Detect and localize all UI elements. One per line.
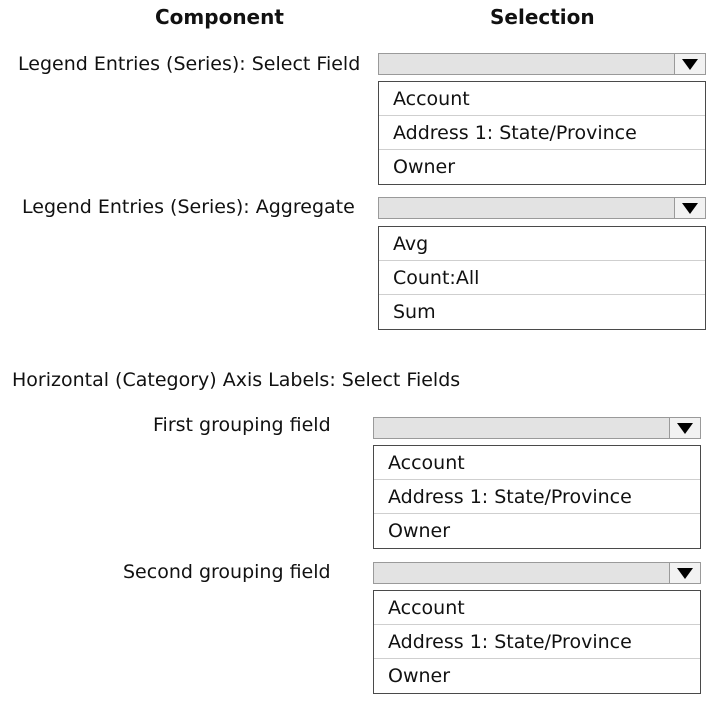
option-account[interactable]: Account <box>379 82 705 116</box>
option-address-state[interactable]: Address 1: State/Province <box>374 480 700 514</box>
second-grouping-field-dropdown[interactable] <box>373 562 701 584</box>
triangle-down-icon[interactable] <box>674 54 705 74</box>
legend-select-field-options <box>378 81 706 185</box>
option-account[interactable]: Account <box>374 446 700 480</box>
horizontal-axis-section-label: Horizontal (Category) Axis Labels: Select Fields <box>12 369 461 391</box>
option-address-state[interactable]: Address 1: State/Province <box>374 625 700 659</box>
legend-select-field-dropdown[interactable] <box>378 53 706 75</box>
option-owner[interactable]: Owner <box>393 156 456 178</box>
selection-header: Selection <box>490 5 595 29</box>
first-grouping-field-options <box>373 445 701 549</box>
triangle-down-icon[interactable] <box>669 418 700 438</box>
option-address-state[interactable]: Address 1: State/Province <box>379 116 705 150</box>
option-account[interactable]: Account <box>374 591 700 625</box>
legend-aggregate-dropdown[interactable] <box>378 197 706 219</box>
option-sum[interactable]: Sum <box>393 301 436 323</box>
option-owner[interactable]: Owner <box>388 665 451 687</box>
first-grouping-field-dropdown[interactable] <box>373 417 701 439</box>
legend-aggregate-label: Legend Entries (Series): Aggregate <box>22 196 355 218</box>
option-count-all[interactable]: Count:All <box>379 261 705 295</box>
option-owner[interactable]: Owner <box>388 520 451 542</box>
option-avg[interactable]: Avg <box>379 227 705 261</box>
triangle-down-icon[interactable] <box>674 198 705 218</box>
legend-select-field-label: Legend Entries (Series): Select Field <box>18 53 361 75</box>
triangle-down-icon[interactable] <box>669 563 700 583</box>
second-grouping-field-options <box>373 590 701 694</box>
legend-aggregate-options <box>378 226 706 330</box>
second-grouping-field-label: Second grouping field <box>123 561 331 583</box>
first-grouping-field-label: First grouping field <box>153 414 331 436</box>
component-header: Component <box>155 5 284 29</box>
